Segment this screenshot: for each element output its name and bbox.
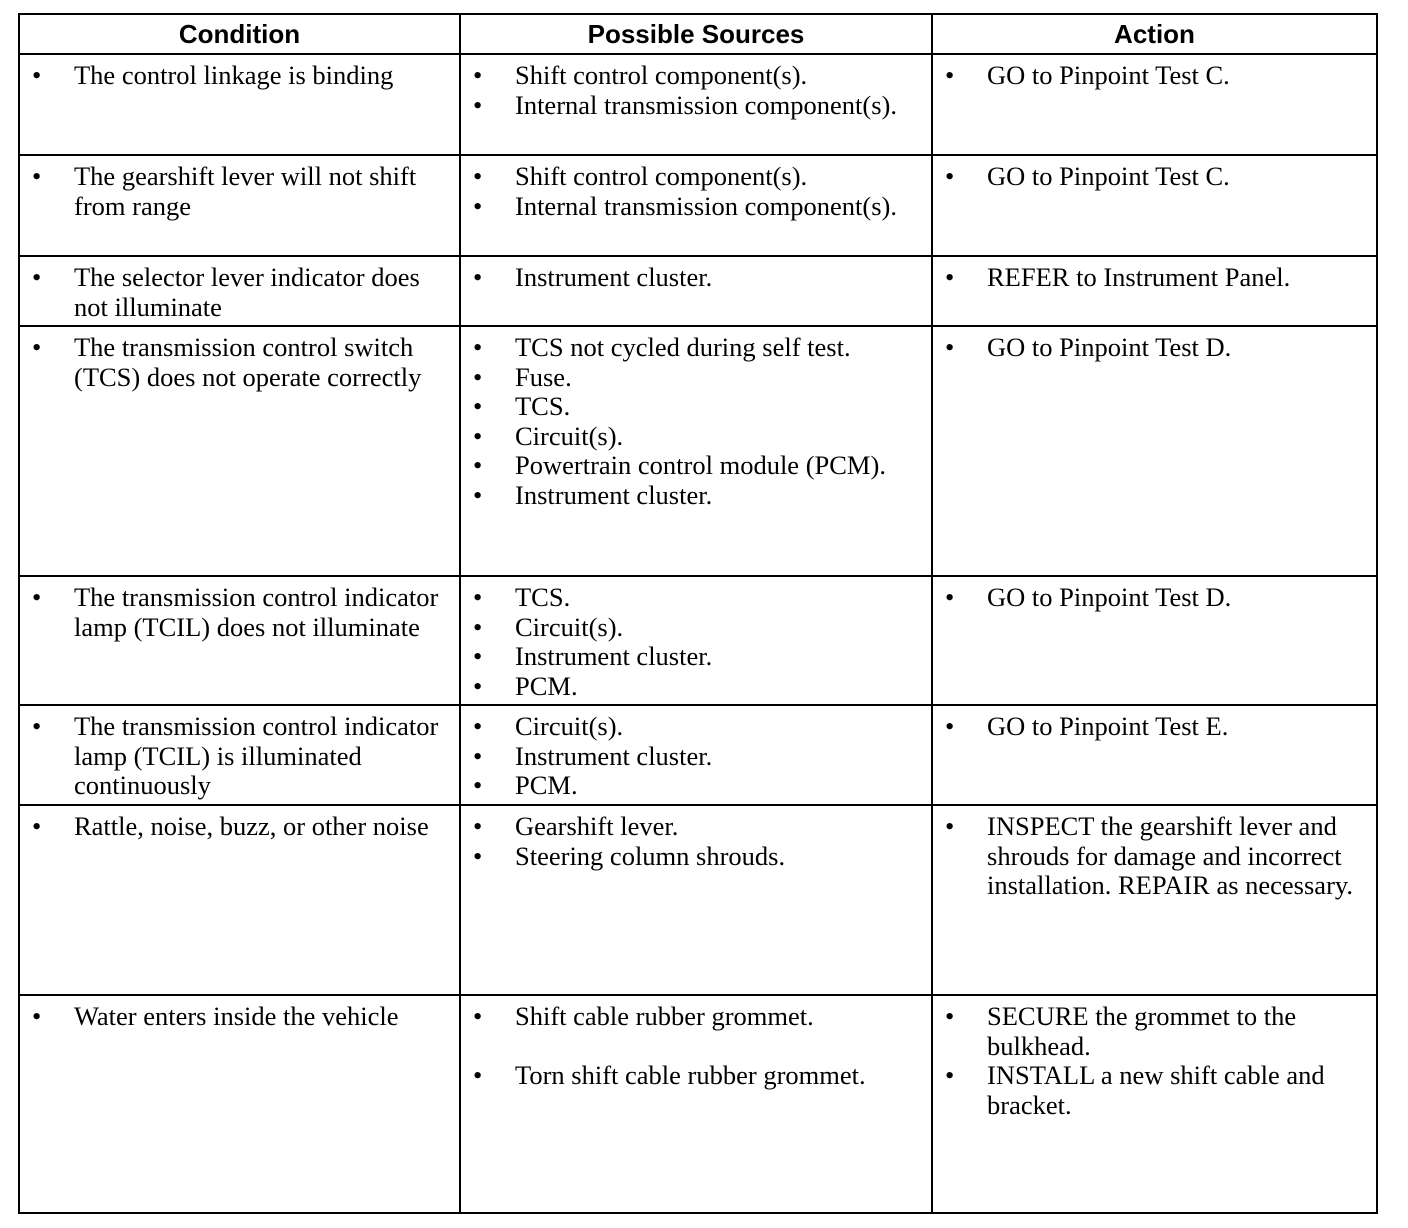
- list-item: • Shift cable rubber grommet.: [461, 1002, 931, 1032]
- sources-cell: [460, 155, 932, 256]
- list-item: • Instrument cluster.: [461, 263, 931, 293]
- list-item: • Instrument cluster.: [461, 642, 931, 672]
- condition-cell: [19, 576, 460, 705]
- list-item: • Torn shift cable rubber grommet.: [461, 1061, 931, 1091]
- list-item: • The transmission control indicator lamp (TCIL) does not illuminate: [20, 583, 459, 642]
- table-row: [19, 805, 1377, 995]
- table-row: [19, 326, 1377, 576]
- table-row: [19, 705, 1377, 805]
- header-possible-sources: Possible Sources: [460, 14, 932, 54]
- table-row: [19, 576, 1377, 705]
- list-item: • The transmission control indicator lamp (TCIL) is illuminated continuously: [20, 712, 459, 801]
- sources-cell: [460, 326, 932, 576]
- sources-cell: [460, 256, 932, 326]
- list-item: • GO to Pinpoint Test D.: [933, 333, 1376, 363]
- list-item: • TCS.: [461, 583, 931, 613]
- condition-cell: [19, 805, 460, 995]
- list-item: • GO to Pinpoint Test C.: [933, 162, 1376, 192]
- condition-cell: [19, 256, 460, 326]
- list-item: • PCM.: [461, 672, 931, 702]
- list-item: • Circuit(s).: [461, 422, 931, 452]
- condition-cell: [19, 54, 460, 155]
- condition-cell: [19, 155, 460, 256]
- condition-cell: [19, 995, 460, 1213]
- table-row: [19, 54, 1377, 155]
- list-item: • Powertrain control module (PCM).: [461, 451, 931, 481]
- list-item: • The selector lever indicator does not illuminate: [20, 263, 459, 322]
- action-cell: [932, 326, 1377, 576]
- list-item: • Internal transmission component(s).: [461, 91, 931, 121]
- list-item: • Internal transmission component(s).: [461, 192, 931, 222]
- header-condition: Condition: [19, 14, 460, 54]
- action-cell: [932, 54, 1377, 155]
- list-item: • The transmission control switch (TCS) does not operate correctly: [20, 333, 459, 392]
- list-item: • Fuse.: [461, 363, 931, 393]
- list-item: • REFER to Instrument Panel.: [933, 263, 1376, 293]
- list-item: • Instrument cluster.: [461, 742, 931, 772]
- list-item: • Instrument cluster.: [461, 481, 931, 511]
- action-cell: [932, 805, 1377, 995]
- list-item: • Circuit(s).: [461, 613, 931, 643]
- action-cell: [932, 705, 1377, 805]
- action-cell: [932, 256, 1377, 326]
- list-item: • Water enters inside the vehicle: [20, 1002, 459, 1032]
- sources-cell: [460, 995, 932, 1213]
- condition-cell: [19, 705, 460, 805]
- list-item: • TCS not cycled during self test.: [461, 333, 931, 363]
- table-row: [19, 256, 1377, 326]
- sources-cell: [460, 805, 932, 995]
- action-cell: [932, 155, 1377, 256]
- list-item: • GO to Pinpoint Test E.: [933, 712, 1376, 742]
- header-action: Action: [932, 14, 1377, 54]
- condition-cell: [19, 326, 460, 576]
- list-item: • Steering column shrouds.: [461, 842, 931, 872]
- list-item: • PCM.: [461, 771, 931, 801]
- header-row: [19, 14, 1377, 54]
- list-item: • SECURE the grommet to the bulkhead.: [933, 1002, 1376, 1061]
- list-item: • INSPECT the gearshift lever and shrouds for damage and incorrect installation. REPAIR as necessary.: [933, 812, 1376, 901]
- list-item: • The control linkage is binding: [20, 61, 459, 91]
- sources-cell: [460, 54, 932, 155]
- diagnostic-table: [18, 13, 1378, 1214]
- table-row: [19, 155, 1377, 256]
- sources-cell: [460, 576, 932, 705]
- list-item: • Shift control component(s).: [461, 162, 931, 192]
- list-item: • INSTALL a new shift cable and bracket.: [933, 1061, 1376, 1120]
- table-row: [19, 995, 1377, 1213]
- action-cell: [932, 995, 1377, 1213]
- list-item: • Gearshift lever.: [461, 812, 931, 842]
- list-item: • TCS.: [461, 392, 931, 422]
- list-item: • Circuit(s).: [461, 712, 931, 742]
- action-cell: [932, 576, 1377, 705]
- list-item: • Rattle, noise, buzz, or other noise: [20, 812, 459, 842]
- list-item: • GO to Pinpoint Test D.: [933, 583, 1376, 613]
- list-item: • The gearshift lever will not shift from range: [20, 162, 459, 221]
- list-item: • GO to Pinpoint Test C.: [933, 61, 1376, 91]
- list-item: • Shift control component(s).: [461, 61, 931, 91]
- sources-cell: [460, 705, 932, 805]
